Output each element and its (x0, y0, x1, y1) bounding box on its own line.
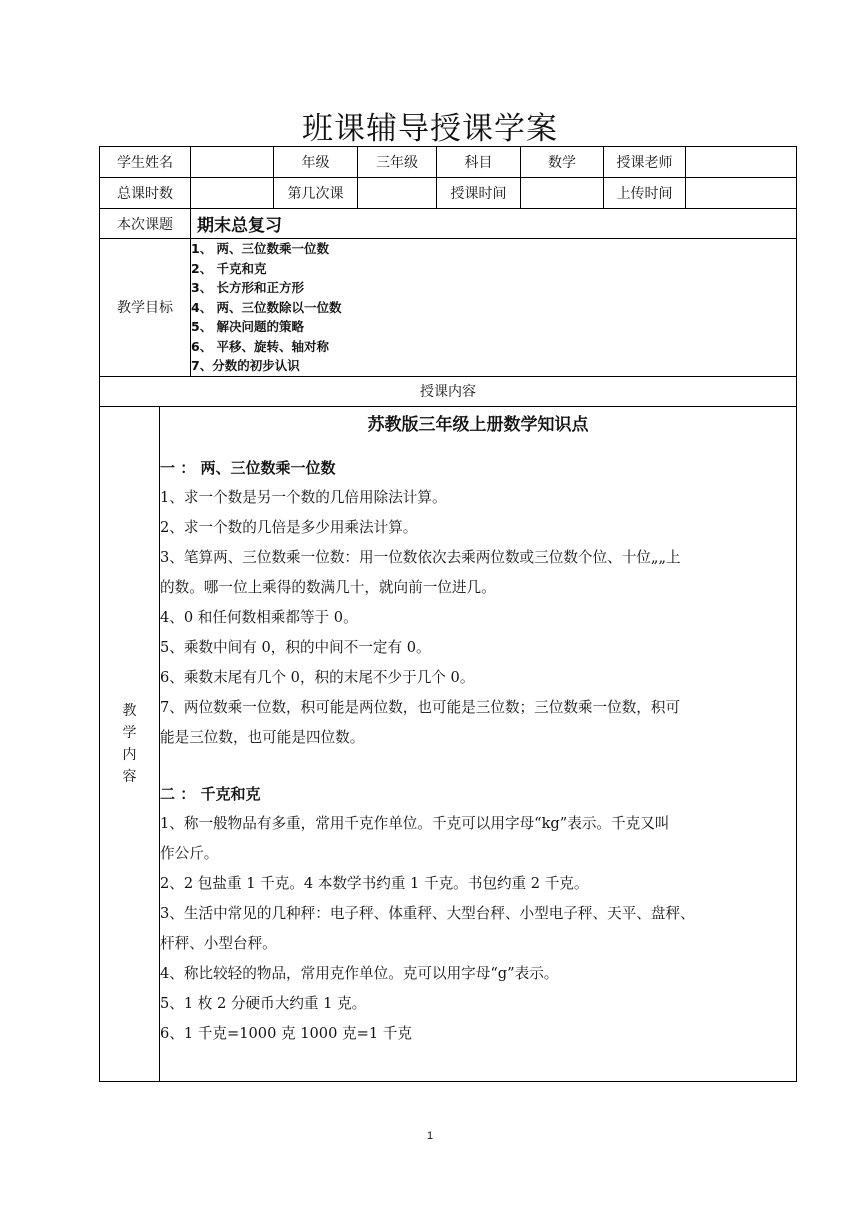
upload-time-label: 上传时间 (604, 178, 686, 209)
page-number: 1 (426, 1130, 434, 1142)
lesson-number-value (358, 178, 437, 209)
lesson-time-value (521, 178, 604, 209)
side-char: 学 (122, 724, 137, 741)
teaching-content (160, 406, 797, 1081)
side-char: 内 (122, 746, 137, 763)
teaching-content-label (100, 406, 160, 1081)
knowledge-point: 3、笔算两、三位数乘一位数：用一位数依次去乘两位数或三位数个位、十位„„上 (160, 548, 681, 566)
knowledge-point: 6、1 千克=1000 克 1000 克=1 千克 (160, 1024, 412, 1042)
lesson-number-label: 第几次课 (274, 178, 358, 209)
knowledge-point: 2、2 包盐重 1 千克。4 本数学书约重 1 千克。书包约重 2 千克。 (160, 874, 589, 892)
knowledge-point: 7、两位数乘一位数，积可能是两位数，也可能是三位数；三位数乘一位数，积可 (160, 698, 681, 716)
goal-item: 4、 两、三位数除以一位数 (191, 299, 342, 315)
knowledge-point: 作公斤。 (160, 844, 219, 862)
topic-label: 本次课题 (100, 209, 191, 239)
side-char: 教 (122, 702, 137, 719)
knowledge-point: 2、求一个数的几倍是多少用乘法计算。 (160, 518, 418, 536)
section-heading: 一 ： 两、三位数乘一位数 (160, 458, 336, 477)
student-name-label: 学生姓名 (100, 147, 191, 178)
document-title: 班课辅导授课学案 (302, 111, 558, 147)
knowledge-point: 6、乘数末尾有几个 0，积的末尾不少于几个 0。 (160, 668, 475, 686)
knowledge-point: 1、称一般物品有多重，常用千克作单位。千克可以用字母“kg”表示。千克又叫 (160, 814, 670, 832)
content-header-row (100, 376, 797, 406)
teaching-content-row (100, 406, 797, 1081)
content-header: 授课内容 (100, 376, 797, 406)
goal-item: 3、 长方形和正方形 (191, 280, 305, 295)
goal-item: 6、 平移、旋转、轴对称 (191, 338, 330, 354)
knowledge-point: 的数。哪一位上乘得的数满几十，就向前一位进几。 (160, 578, 496, 596)
goals-list (191, 239, 797, 377)
knowledge-point: 杆秤、小型台秤。 (160, 934, 277, 952)
goal-item: 7、分数的初步认识 (191, 358, 300, 373)
knowledge-point: 3、生活中常见的几种秤：电子秤、体重秤、大型台秤、小型电子秤、天平、盘秤、 (160, 904, 695, 922)
content-title: 苏教版三年级上册数学知识点 (367, 414, 589, 435)
teacher-label: 授课老师 (604, 147, 686, 178)
grade-value: 三年级 (358, 147, 437, 178)
knowledge-point: 5、1 枚 2 分硬币大约重 1 克。 (160, 994, 367, 1012)
lesson-time-label: 授课时间 (437, 178, 521, 209)
topic-value: 期末总复习 (191, 209, 797, 239)
knowledge-point: 1、求一个数是另一个数的几倍用除法计算。 (160, 488, 447, 506)
info-row-2 (100, 178, 797, 209)
grade-label: 年级 (274, 147, 358, 178)
knowledge-point: 4、称比较轻的物品，常用克作单位。克可以用字母“g”表示。 (160, 964, 559, 982)
goals-row (100, 239, 797, 377)
knowledge-point: 4、0 和任何数相乘都等于 0。 (160, 608, 358, 626)
knowledge-point: 能是三位数，也可能是四位数。 (160, 728, 365, 746)
total-hours-value (191, 178, 274, 209)
teacher-value (686, 147, 797, 178)
goal-item: 5、 解决问题的策略 (191, 319, 305, 334)
knowledge-point: 5、乘数中间有 0，积的中间不一定有 0。 (160, 638, 431, 656)
section-heading: 二 ： 千克和克 (160, 784, 261, 803)
upload-time-value (686, 178, 797, 209)
goals-label: 教学目标 (100, 239, 191, 377)
info-row-1 (100, 147, 797, 178)
goal-item: 2、 千克和克 (191, 260, 267, 276)
topic-row (100, 209, 797, 239)
student-name-value (191, 147, 274, 178)
subject-label: 科目 (437, 147, 521, 178)
subject-value: 数学 (521, 147, 604, 178)
total-hours-label: 总课时数 (100, 178, 191, 209)
goal-item: 1、 两、三位数乘一位数 (191, 241, 330, 256)
side-char: 容 (122, 768, 137, 785)
lesson-plan-table (99, 146, 797, 1082)
